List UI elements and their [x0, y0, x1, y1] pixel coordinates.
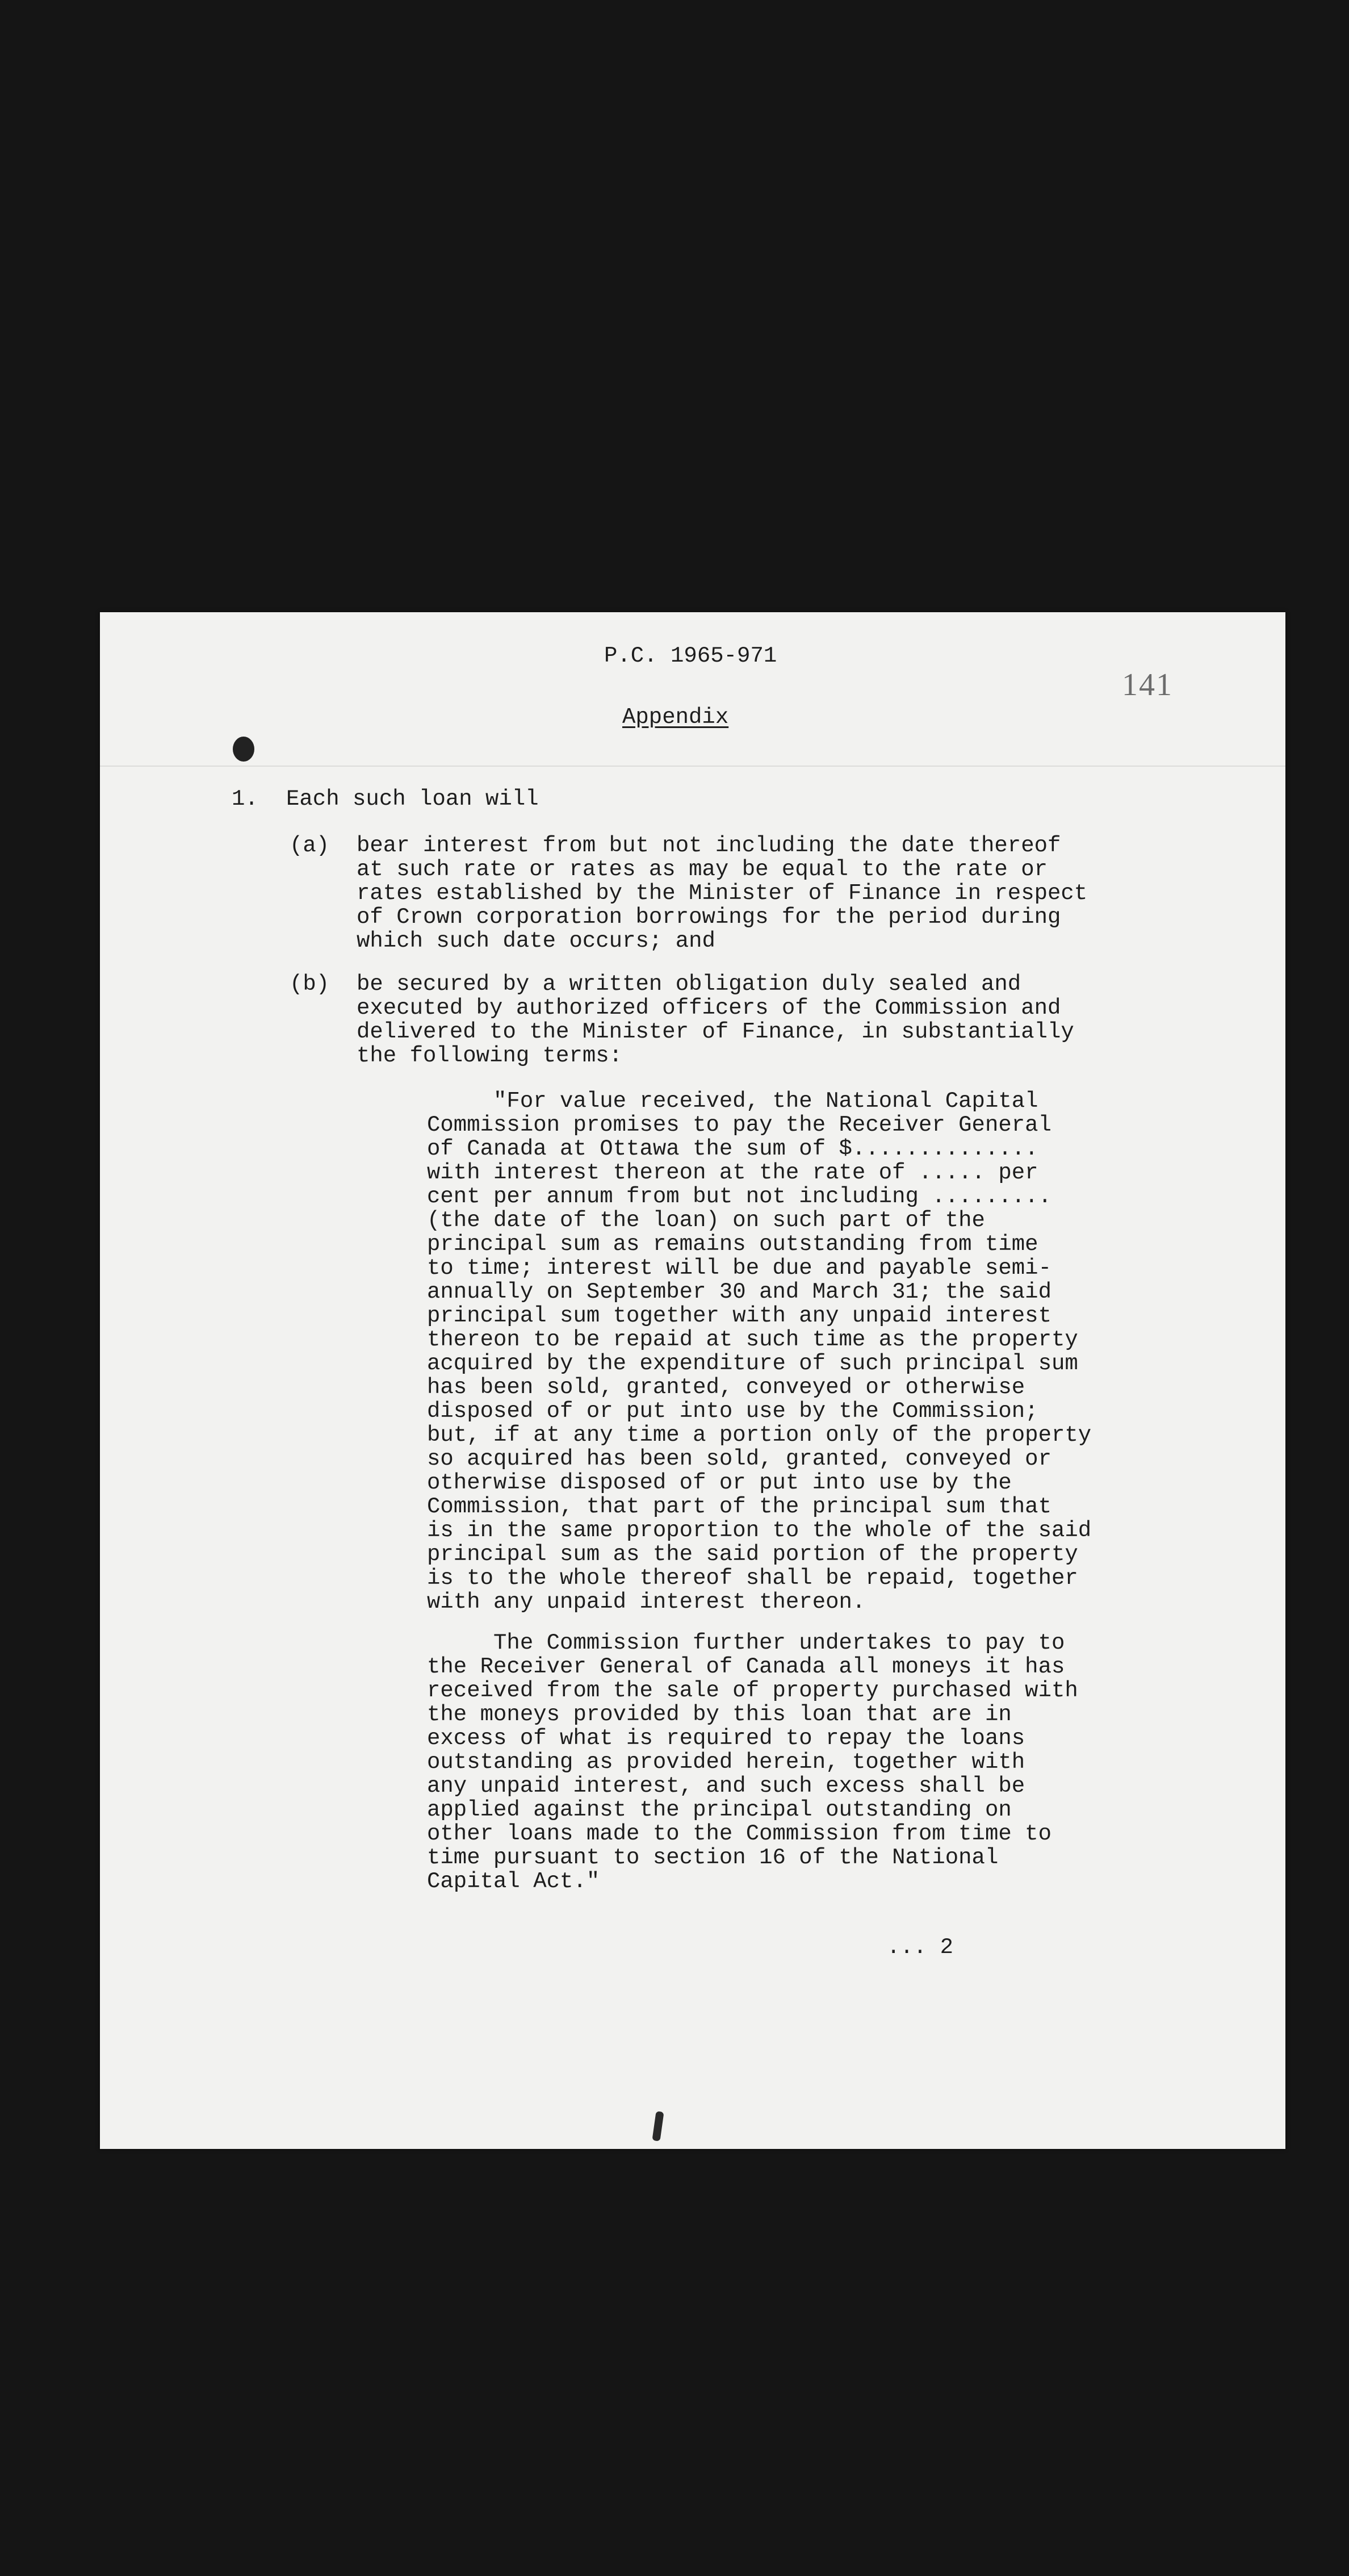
obligation-terms-paragraph-2: The Commission further undertakes to pay to the Receiver General of Canada all moneys it has received from the sale of property purchased with the moneys provided by this loan that are in excess of what is required to repay the loans outstanding as provided herein, together with any unpaid interest, and such excess shall be applied against the principal outstanding on other loans made to the Commission from time to time pursuant to section 16 of the National Capital Act."	[427, 1630, 1078, 1894]
item-number: 1.	[232, 787, 258, 812]
ink-mark	[652, 2111, 664, 2141]
obligation-terms-paragraph-1: "For value received, the National Capital Commission promises to pay the Receiver General of Canada at Ottawa the sum of $.............. with interest thereon at the rate of ..... per cent per annum from but not including ......... (the date of the loan) on such part of the principal sum as remains outstanding from time to time; interest will be due and payable semi- annually on September 30 and March 31; the said principal sum together with any unpaid interest thereon to be repaid at such time as the property acquired by the expenditure of such principal sum has been sold, granted, conveyed or otherwise disposed of or put into use by the Commission; but, if at any time a portion only of the property so acquired has been sold, granted, conveyed or otherwise disposed of or put into use by the Commission, that part of the principal sum that is in the same proportion to the whole of the said principal sum as the said portion of the property is to the whole thereof shall be repaid, together with any unpaid interest thereon.	[427, 1089, 1092, 1615]
clause-a-text: bear interest from but not including the date thereof at such rate or rates as may be equal to the rate or rates established by the Minister of Finance in respect of Crown corporation borrowings for the period during which such date occurs; and	[357, 833, 1088, 954]
continuation-marker: ... 2	[887, 1935, 954, 1960]
fold-line	[100, 766, 1285, 767]
clause-b-text: be secured by a written obligation duly sealed and executed by authorized officers of the Commission and delivered to the Minister of Finance, in substantially the following terms:	[357, 972, 1074, 1068]
clause-b-label: (b)	[290, 972, 330, 997]
clause-a-label: (a)	[290, 833, 330, 858]
page-number-stamp: 141	[1122, 667, 1173, 702]
punch-hole	[233, 737, 254, 762]
order-reference: P.C. 1965-971	[604, 643, 777, 668]
page-title: Appendix	[622, 705, 729, 730]
document-page	[100, 612, 1285, 2149]
item-intro: Each such loan will	[286, 787, 539, 812]
